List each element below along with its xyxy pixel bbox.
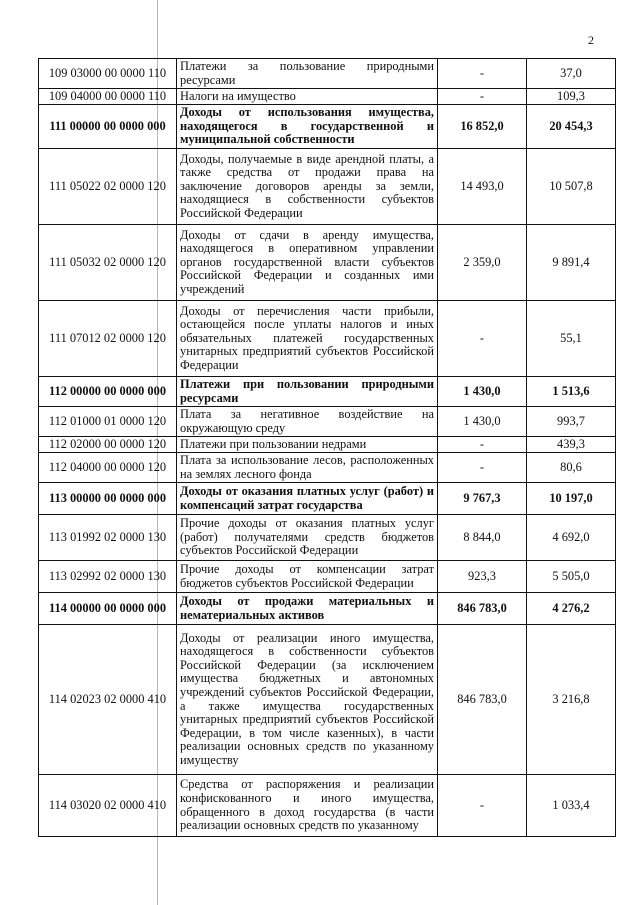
revenue-name: Платежи за пользование природными ресурсами [177,59,438,89]
value-col-1: - [438,775,527,837]
value-col-2: 10 197,0 [527,483,616,515]
value-col-2: 55,1 [527,301,616,377]
table-row [39,515,616,561]
value-col-2: 10 507,8 [527,149,616,225]
value-col-1: 9 767,3 [438,483,527,515]
revenue-name: Плата за использование лесов, расположенных на землях лесного фонда [177,453,438,483]
budget-code: 114 02023 02 0000 410 [39,625,177,775]
value-col-2: 4 276,2 [527,593,616,625]
budget-code: 111 07012 02 0000 120 [39,301,177,377]
revenue-name: Доходы от реализации иного имущества, находящегося в собственности субъектов Российской Федерации (за исключением имущества бюджетных и автономных учреждений субъектов Российской Федерации, а также имущества государственных унитарных предприятий субъектов Российской Федерации, в том числе казенных), в части реализации основных средств по указанному имуществу [177,625,438,775]
table-row [39,775,616,837]
value-col-2: 993,7 [527,407,616,437]
revenue-name: Плата за негативное воздействие на окружающую среду [177,407,438,437]
budget-code: 113 00000 00 0000 000 [39,483,177,515]
value-col-1: 8 844,0 [438,515,527,561]
value-col-1: - [438,437,527,453]
table-row [39,593,616,625]
budget-code: 113 02992 02 0000 130 [39,561,177,593]
table-row [39,625,616,775]
value-col-1: 846 783,0 [438,625,527,775]
table-row [39,105,616,149]
value-col-1: - [438,453,527,483]
budget-code: 114 00000 00 0000 000 [39,593,177,625]
revenue-name: Платежи при пользовании недрами [177,437,438,453]
table-row [39,407,616,437]
revenue-name: Налоги на имущество [177,89,438,105]
table-row [39,483,616,515]
table-row [39,377,616,407]
value-col-2: 439,3 [527,437,616,453]
table-row [39,89,616,105]
value-col-2: 109,3 [527,89,616,105]
revenue-name: Доходы от использования имущества, находящегося в государственной и муниципальной собственности [177,105,438,149]
budget-code: 111 05032 02 0000 120 [39,225,177,301]
value-col-1: 1 430,0 [438,377,527,407]
value-col-1: 16 852,0 [438,105,527,149]
budget-code: 112 04000 00 0000 120 [39,453,177,483]
revenue-table-body [39,59,616,837]
table-row [39,149,616,225]
value-col-1: - [438,89,527,105]
value-col-1: 1 430,0 [438,407,527,437]
value-col-2: 4 692,0 [527,515,616,561]
value-col-1: 14 493,0 [438,149,527,225]
budget-code: 113 01992 02 0000 130 [39,515,177,561]
budget-code: 111 05022 02 0000 120 [39,149,177,225]
value-col-1: 923,3 [438,561,527,593]
page-number: 2 [588,33,594,47]
table-row [39,453,616,483]
value-col-1: - [438,301,527,377]
budget-code: 109 03000 00 0000 110 [39,59,177,89]
value-col-2: 5 505,0 [527,561,616,593]
value-col-2: 1 513,6 [527,377,616,407]
value-col-2: 80,6 [527,453,616,483]
revenue-name: Доходы, получаемые в виде арендной платы, а также средства от продажи права на заключение договоров аренды за земли, находящиеся в собственности субъектов Российской Федерации [177,149,438,225]
revenue-name: Средства от распоряжения и реализации конфискованного и иного имущества, обращенного в доход государства (в части реализации основных средств по указанному [177,775,438,837]
value-col-1: - [438,59,527,89]
value-col-2: 20 454,3 [527,105,616,149]
budget-code: 111 00000 00 0000 000 [39,105,177,149]
budget-code: 109 04000 00 0000 110 [39,89,177,105]
budget-code: 112 01000 01 0000 120 [39,407,177,437]
revenue-name: Доходы от продажи материальных и нематериальных активов [177,593,438,625]
value-col-1: 846 783,0 [438,593,527,625]
budget-code: 112 02000 00 0000 120 [39,437,177,453]
revenue-name: Доходы от сдачи в аренду имущества, находящегося в оперативном управлении органов государственной власти субъектов Российской Федерации и созданных ими учреждений [177,225,438,301]
revenue-table [38,58,616,837]
table-row [39,59,616,89]
revenue-name: Платежи при пользовании природными ресурсами [177,377,438,407]
value-col-2: 3 216,8 [527,625,616,775]
revenue-name: Доходы от оказания платных услуг (работ) и компенсаций затрат государства [177,483,438,515]
value-col-2: 9 891,4 [527,225,616,301]
value-col-2: 1 033,4 [527,775,616,837]
table-row [39,561,616,593]
budget-code: 112 00000 00 0000 000 [39,377,177,407]
value-col-2: 37,0 [527,59,616,89]
table-row [39,437,616,453]
value-col-1: 2 359,0 [438,225,527,301]
revenue-name: Прочие доходы от оказания платных услуг (работ) получателями средств бюджетов субъектов Российской Федерации [177,515,438,561]
table-row [39,225,616,301]
table-row [39,301,616,377]
revenue-name: Доходы от перечисления части прибыли, остающейся после уплаты налогов и иных обязательных платежей государственных унитарных предприятий субъектов Российской Федерации [177,301,438,377]
budget-code: 114 03020 02 0000 410 [39,775,177,837]
revenue-name: Прочие доходы от компенсации затрат бюджетов субъектов Российской Федерации [177,561,438,593]
